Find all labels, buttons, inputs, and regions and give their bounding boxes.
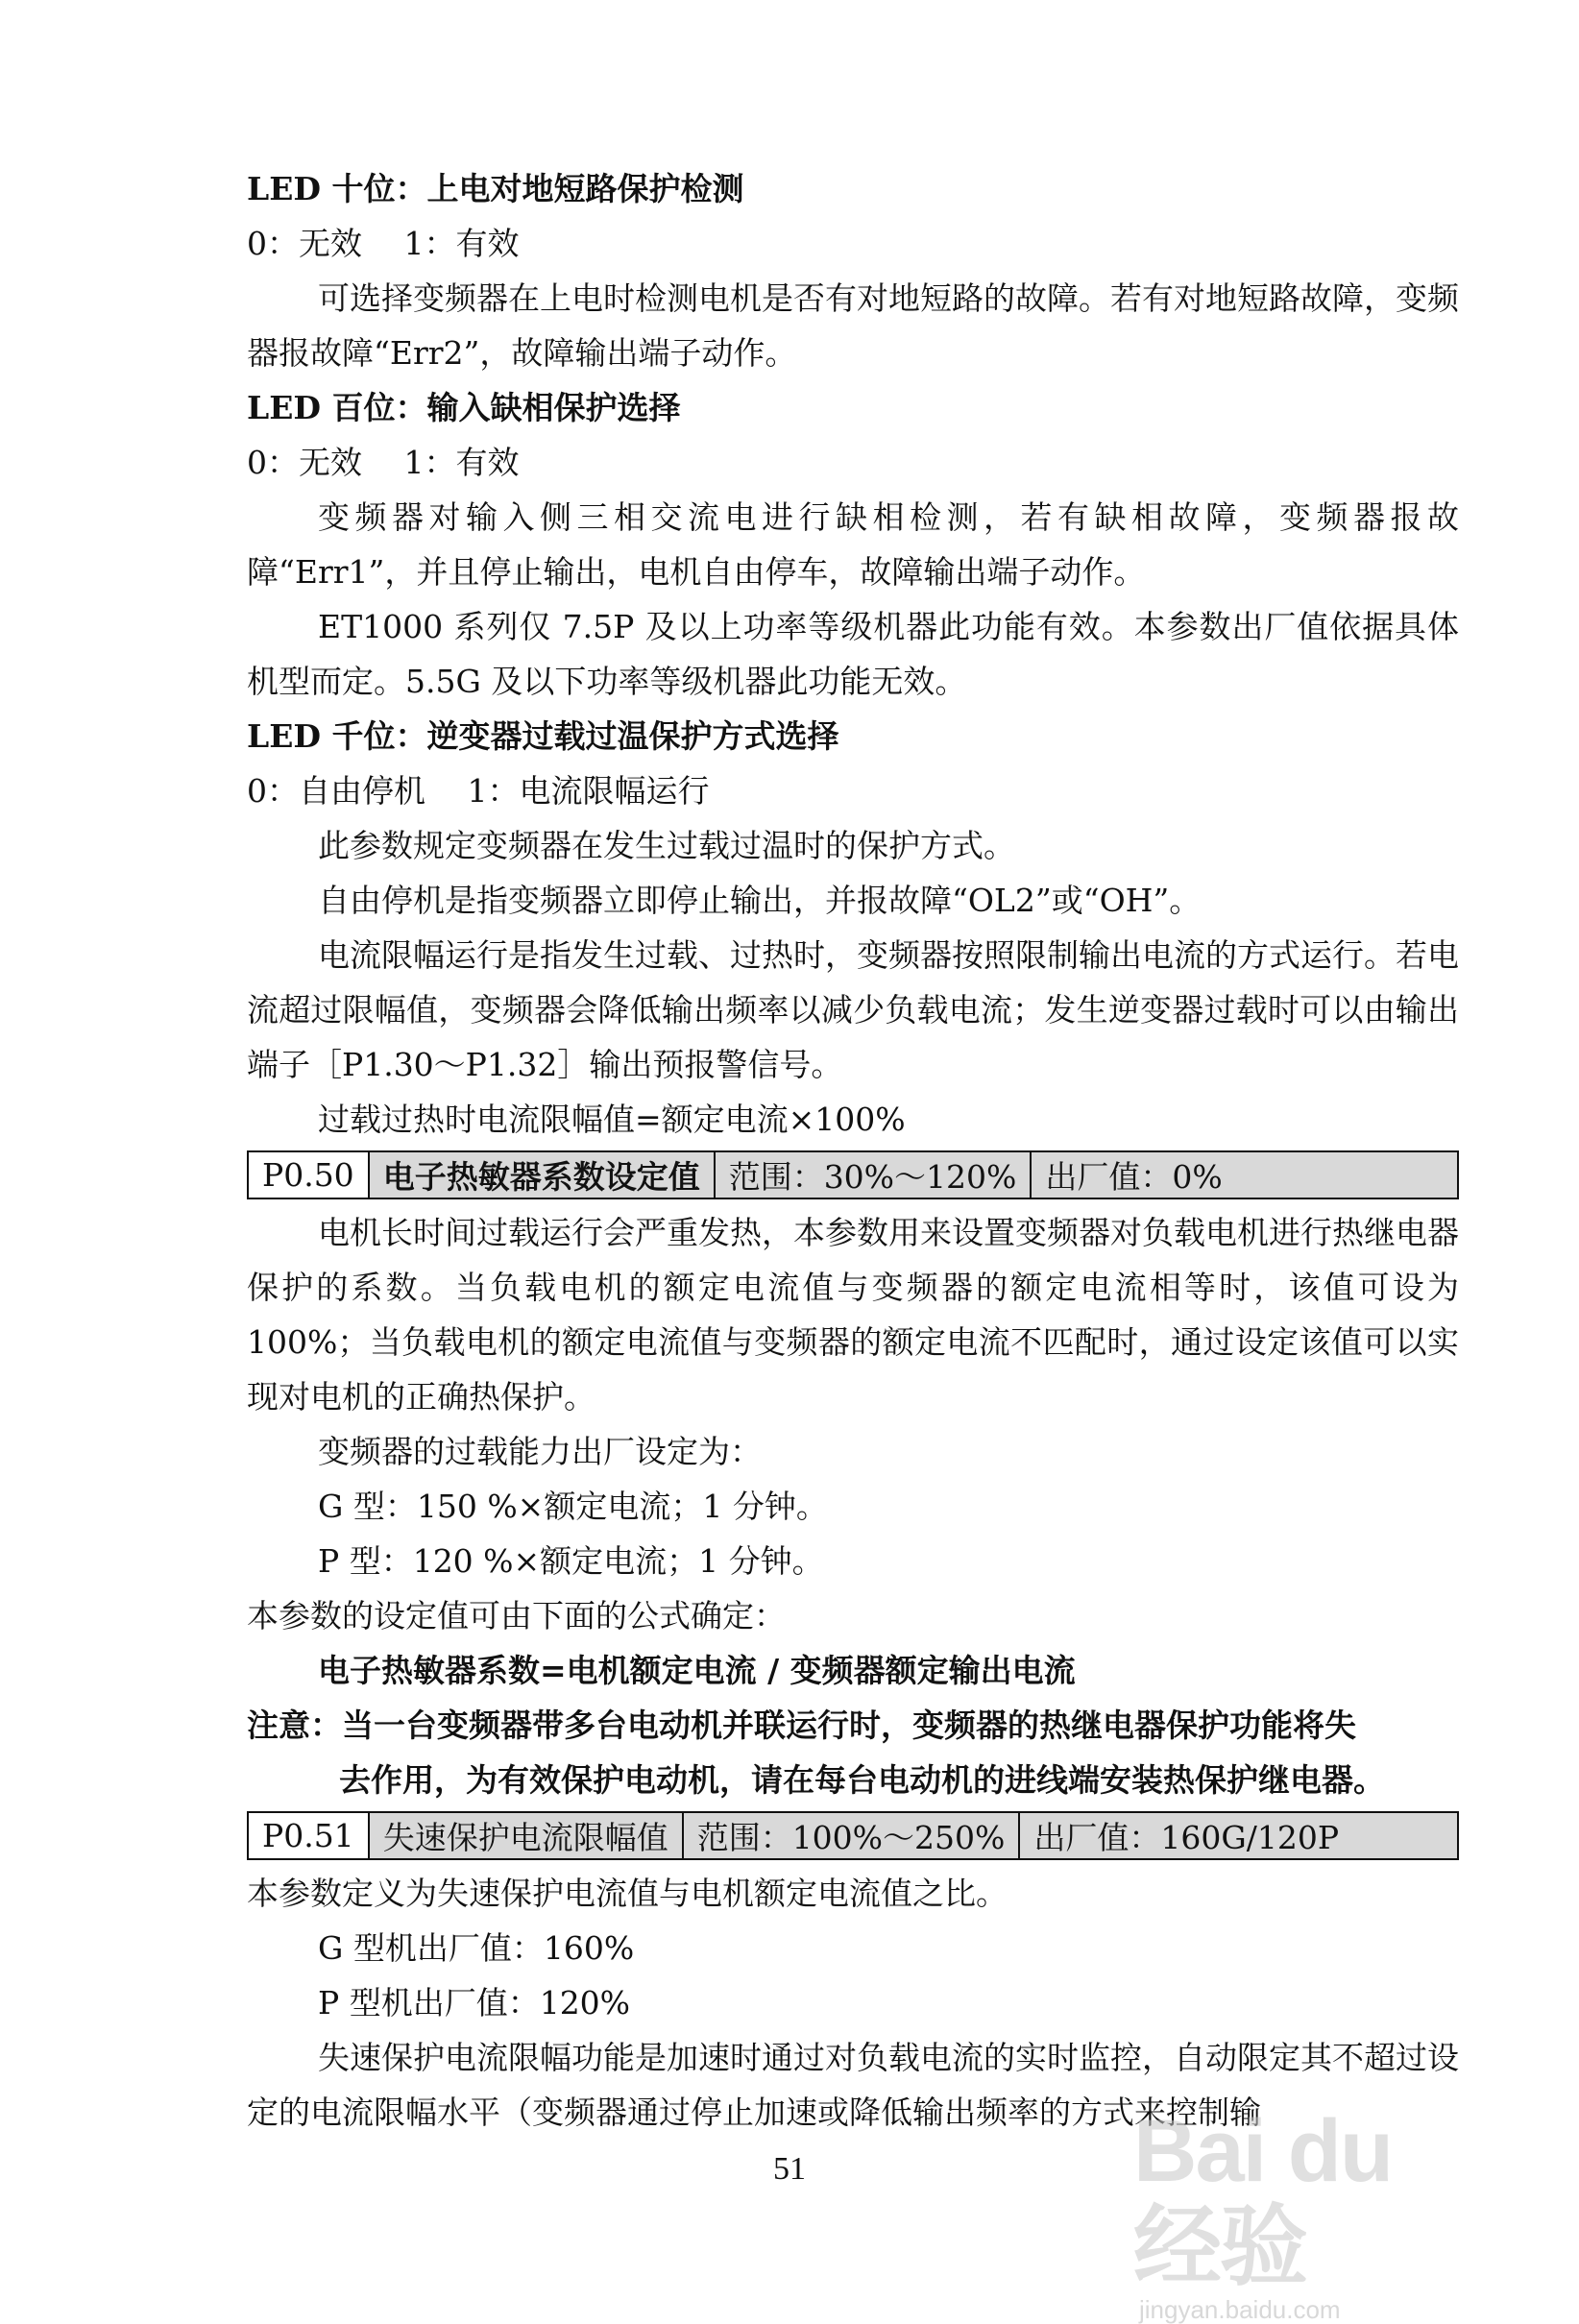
paragraph [247, 928, 1459, 1092]
param-default: 出厂值：0% [1031, 1151, 1458, 1198]
param-range: 范围：100%～250% [683, 1812, 1020, 1859]
parameter-table-p050 [247, 1150, 1459, 1199]
paragraph-text: 失速保护电流限幅功能是加速时通过对负载电流的实时监控，自动限定其不超过设定的电流限幅水平（变频器通过停止加速或降低输出频率的方式来控制输 [247, 2039, 1459, 2131]
parameter-table-p051 [247, 1811, 1459, 1860]
paragraph [247, 599, 1459, 709]
param-range: 范围：30%～120% [715, 1151, 1032, 1198]
page-number: 51 [773, 2151, 806, 2187]
param-default: 出厂值：160G/120P [1019, 1812, 1458, 1859]
paragraph: 本参数定义为失速保护电流值与电机额定电流值之比。 [247, 1875, 1008, 1912]
paragraph: P 型机出厂值：120% [318, 1984, 631, 2021]
paragraph [247, 490, 1459, 599]
option-line: 0：无效 1：有效 [247, 444, 520, 481]
paragraph: 本参数的设定值可由下面的公式确定： [247, 1597, 786, 1634]
note-line-1: 注意：当一台变频器带多台电动机并联运行时，变频器的热继电器保护功能将失 [247, 1707, 1356, 1744]
watermark-logo: Bai du 经验 [1133, 2102, 1393, 2296]
note-line-2: 去作用，为有效保护电动机，请在每台电动机的进线端安装热保护继电器。 [339, 1761, 1385, 1799]
section-heading-thousands: LED 千位：逆变器过载过温保护方式选择 [247, 717, 839, 755]
option-line: 0：无效 1：有效 [247, 225, 520, 262]
param-name: 电子热敏器系数设定值 [369, 1151, 715, 1198]
watermark-url: jingyan.baidu.com [1139, 2295, 1341, 2324]
paragraph: 过载过热时电流限幅值=额定电流×100% [318, 1101, 906, 1138]
paragraph [247, 271, 1459, 380]
paragraph: P 型：120 %×额定电流；1 分钟。 [318, 1542, 824, 1580]
option-line: 0：自由停机 1：电流限幅运行 [247, 772, 710, 810]
param-code: P0.51 [248, 1812, 369, 1859]
paragraph-text: 可选择变频器在上电时检测电机是否有对地短路的故障。若有对地短路故障，变频器报故障“Err2”，故障输出端子动作。 [247, 279, 1459, 372]
param-name: 失速保护电流限幅值 [369, 1812, 683, 1859]
baidu-watermark [1133, 2102, 1498, 2324]
paragraph-text: 电机长时间过载运行会严重发热，本参数用来设置变频器对负载电机进行热继电器保护的系数。当负载电机的额定电流值与变频器的额定电流相等时，该值可设为 100%；当负载电机的额定电流值与变频器的额定电流不匹配时，通过设定该值可以实现对电机的正确热保护。 [247, 1214, 1459, 1416]
paragraph: 此参数规定变频器在发生过载过温时的保护方式。 [318, 827, 1015, 864]
paragraph: 变频器的过载能力出厂设定为： [318, 1433, 762, 1470]
paragraph: 自由停机是指变频器立即停止输出，并报故障“OL2”或“OH”。 [318, 882, 1202, 919]
paragraph-text: 变频器对输入侧三相交流电进行缺相检测，若有缺相故障，变频器报故障“Err1”，并且停止输出，电机自由停车，故障输出端子动作。 [247, 498, 1459, 591]
paragraph [247, 1205, 1459, 1424]
paragraph: G 型机出厂值：160% [318, 1929, 635, 1967]
section-heading-hundreds: LED 百位：输入缺相保护选择 [247, 389, 681, 426]
document-page [247, 161, 1459, 2140]
paragraph-text: 电流限幅运行是指发生过载、过热时，变频器按照限制输出电流的方式运行。若电流超过限幅值，变频器会降低输出频率以减少负载电流；发生逆变器过载时可以由输出端子［P1.30～P1.32］输出预报警信号。 [247, 936, 1459, 1083]
paragraph: G 型：150 %×额定电流；1 分钟。 [318, 1488, 828, 1525]
formula: 电子热敏器系数=电机额定电流 / 变频器额定输出电流 [318, 1652, 1076, 1689]
param-code: P0.50 [248, 1151, 369, 1198]
section-heading-tens: LED 十位：上电对地短路保护检测 [247, 170, 744, 207]
paragraph-text: ET1000 系列仅 7.5P 及以上功率等级机器此功能有效。本参数出厂值依据具体机型而定。5.5G 及以下功率等级机器此功能无效。 [247, 608, 1459, 700]
